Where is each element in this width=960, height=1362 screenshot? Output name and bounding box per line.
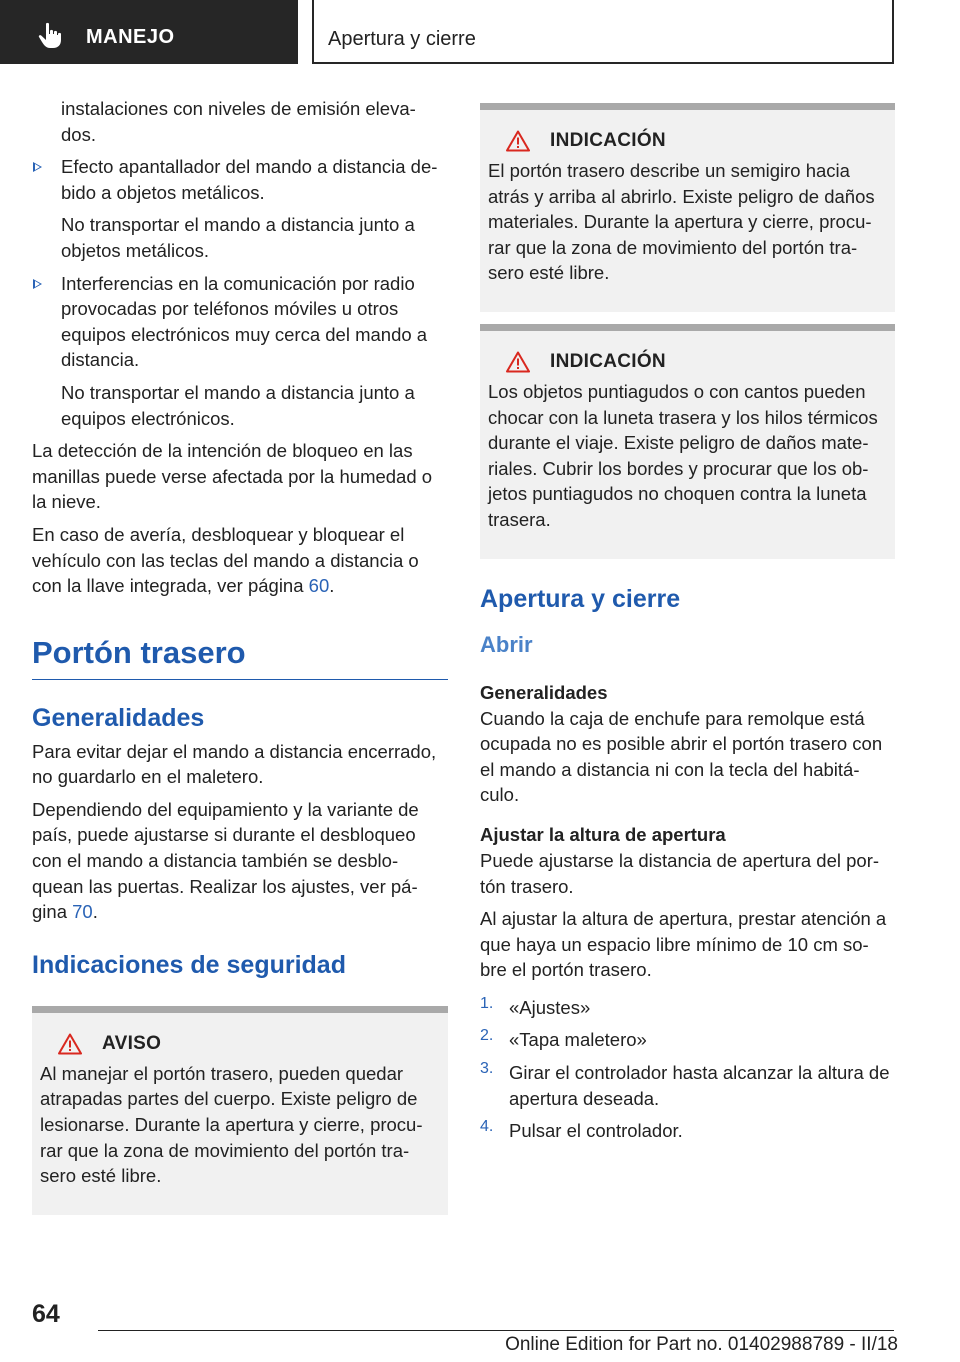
chapter-title: Apertura y cierre (328, 28, 476, 50)
paragraph-text: Dependiendo del equipamiento y la variante de país, puede ajustarse si durante el desbloqueo con el mando a distancia también se desblo‐quean las puertas. Realizar los ajustes, ver pá‐gina (32, 798, 419, 923)
left-column (32, 96, 448, 1215)
bullet-continuation: No transportar el mando a distancia junto a objetos metálicos. (61, 214, 415, 261)
note-title: INDICACIÓN (550, 130, 666, 151)
page-header (0, 0, 960, 66)
warning-triangle-icon (58, 1033, 82, 1055)
spacer (480, 312, 895, 324)
warning-box (32, 1006, 448, 1215)
paragraph (32, 797, 448, 925)
bullet-continuation: instalaciones con niveles de emisión eleva‐dos. (61, 98, 416, 145)
paragraph: La detección de la intención de bloqueo en las manillas puede verse afectada por la humedad o la nieve. (32, 440, 433, 513)
paragraph: Para evitar dejar el mando a distancia encerrado, no guardarlo en el maletero. (32, 740, 437, 788)
topic-heading: Ajustar la altura de apertura (480, 823, 726, 845)
note-text: El portón trasero describe un semigiro hacia atrás y arriba al abrirlo. Existe peligro de daños materiales. Durante la apertura y cierre, procu‐rar que la zona de movimiento del portón tra‐sero esté libre. (488, 160, 875, 284)
warning-triangle-icon (506, 130, 530, 152)
paragraph-text: . (92, 901, 98, 923)
step-number: 2. (480, 1027, 494, 1045)
step-number: 1. (480, 994, 494, 1012)
warning-text: Al manejar el portón trasero, pueden quedar atrapadas partes del cuerpo. Existe peligro de lesionarse. Durante la apertura y cierre, procu‐rar que la zona de movimiento del portón tra‐sero esté libre. (40, 1062, 423, 1187)
step-number: 3. (480, 1060, 494, 1078)
footer-divider (98, 1330, 894, 1331)
chapter-tab (312, 0, 894, 64)
list-item (480, 995, 895, 1021)
right-column (480, 103, 895, 1151)
steps-list (480, 995, 895, 1144)
step-text: Girar el controlador hasta alcanzar la altura de apertura deseada. (509, 1062, 890, 1109)
note-text: Los objetos puntiagudos o con cantos pueden chocar con la luneta trasera y los hilos térmicos durante el viaje. Existe peligro de daños mate‐riales. Cubrir los bordes y procurar que los ob‐jetos puntiagudos no choquen contra la luneta trasera. (488, 380, 878, 530)
page-link-60[interactable]: 60 (308, 575, 330, 597)
step-text: «Ajustes» (509, 996, 591, 1018)
edition-note: Online Edition for Part no. 01402988789 - II/18 (505, 1334, 898, 1355)
note-title: INDICACIÓN (550, 350, 666, 372)
warning-title: AVISO (102, 1032, 162, 1054)
page-number: 64 (32, 1300, 60, 1328)
bullet-text: Efecto apantallador del mando a distancia de‐bido a objetos metálicos. (61, 156, 438, 203)
list-item (480, 1060, 895, 1111)
subsection-heading: Abrir (480, 631, 533, 657)
section-tab (0, 0, 298, 64)
note-box (480, 103, 895, 312)
section-heading: Indicaciones de seguridad (32, 950, 346, 979)
triangle-bullet-icon (33, 279, 42, 289)
section-label: MANEJO (86, 26, 175, 48)
list-item (32, 154, 448, 205)
step-text: «Tapa maletero» (509, 1029, 647, 1051)
warning-header (40, 1033, 440, 1055)
step-text: Pulsar el controlador. (509, 1120, 683, 1142)
step-number: 4. (480, 1118, 494, 1136)
paragraph (32, 522, 448, 599)
note-box (480, 324, 895, 559)
note-header (488, 130, 887, 152)
list-item (480, 1027, 895, 1053)
chapter-heading: Portón trasero (32, 635, 448, 680)
paragraph: Cuando la caja de enchufe para remolque está ocupada no es posible abrir el portón trasero con el mando a distancia ni con la tecla del habitá‐culo. (480, 707, 883, 806)
page-link-70[interactable]: 70 (72, 901, 93, 923)
bullet-text: Interferencias en la comunicación por radio provocadas por teléfonos móviles u otros equipos electrónicos muy cerca del mando a distancia. (61, 272, 428, 371)
list-item (32, 271, 448, 373)
paragraph: Puede ajustarse la distancia de apertura del por‐tón trasero. (480, 849, 880, 897)
warning-triangle-icon (506, 351, 530, 373)
section-heading: Apertura y cierre (480, 584, 681, 613)
triangle-bullet-icon (33, 162, 42, 172)
paragraph-text: En caso de avería, desbloquear y bloquear el vehículo con las teclas del mando a distancia o con la llave integrada, ver página (32, 523, 419, 597)
list-item (480, 1118, 895, 1144)
note-header (488, 351, 887, 373)
hand-icon (36, 20, 66, 50)
bullet-continuation: No transportar el mando a distancia junto a equipos electrónicos. (61, 381, 415, 429)
topic-heading: Generalidades (480, 681, 608, 703)
paragraph-text: . (329, 575, 335, 597)
paragraph: Al ajustar la altura de apertura, prestar atención a que haya un espacio libre mínimo de 10 cm so‐bre el portón trasero. (480, 908, 887, 981)
section-heading: Generalidades (32, 703, 205, 732)
